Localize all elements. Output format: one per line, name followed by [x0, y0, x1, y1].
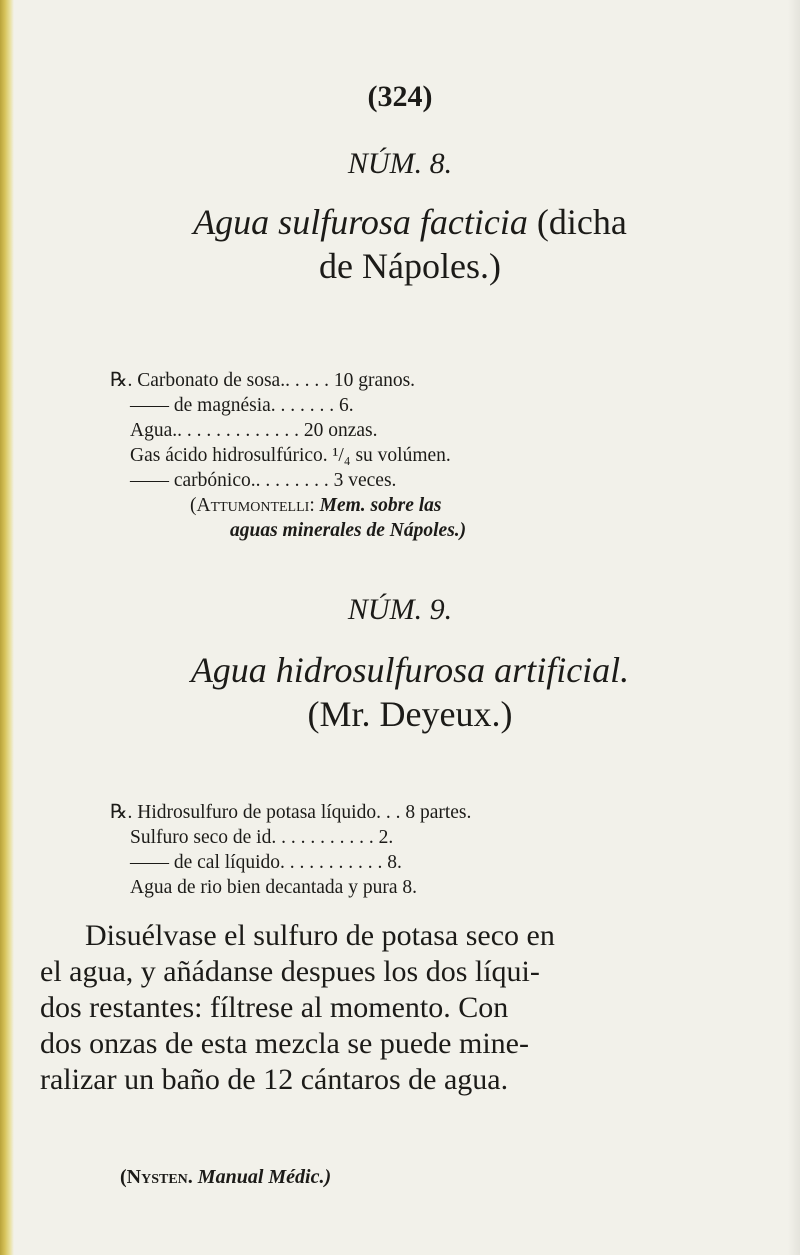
instructions-paragraph [40, 918, 760, 1098]
recipe-line: —— carbónico.. . . . . . . . 3 veces. [130, 470, 397, 491]
recipe-line: —— de magnésia. . . . . . . 6. [130, 395, 354, 416]
recipe-line: ℞. Carbonato de sosa.. . . . . 10 granos. [110, 370, 416, 391]
paragraph-line: el agua, y añádanse despues los dos líqui- [40, 955, 540, 988]
source-title: Manual Médic.) [197, 1166, 332, 1188]
source-author: (Attumontelli: [190, 495, 315, 516]
page-edge [788, 0, 800, 1255]
recipe-line: ℞. Hidrosulfuro de potasa líquido. . . 8 partes. [110, 802, 472, 823]
section-title-8 [100, 200, 720, 288]
source-title: Mem. sobre las [319, 495, 442, 516]
recipe-8 [100, 368, 700, 543]
paragraph-line: dos restantes: fíltrese al momento. Con [40, 991, 509, 1024]
source-citation [100, 493, 700, 518]
title-rest: (dicha [536, 202, 627, 242]
source-title-cont: aguas minerales de Nápoles.) [230, 520, 467, 541]
paragraph-line: Disuélvase el sulfuro de potasa seco en [85, 919, 555, 952]
paragraph-line: ralizar un baño de 12 cántaros de agua. [40, 1063, 509, 1096]
recipe-9 [100, 800, 700, 900]
section-heading-9: NÚM. 9. [347, 593, 453, 626]
title-italic: Agua hidrosulfurosa artificial. [190, 650, 630, 690]
section-title-9 [100, 648, 720, 736]
source-author: (Nysten. [120, 1166, 193, 1188]
source-citation-9 [120, 1166, 331, 1189]
section-heading-8: NÚM. 8. [347, 147, 453, 180]
recipe-line: —— de cal líquido. . . . . . . . . . . 8. [130, 852, 402, 873]
recipe-line: Agua.. . . . . . . . . . . . . 20 onzas. [130, 420, 378, 441]
recipe-line: Gas ácido hidrosulfúrico. ¹/₄ su volúmen. [130, 445, 451, 466]
title-line-2: (Mr. Deyeux.) [307, 694, 513, 734]
title-line-2: de Nápoles.) [319, 246, 501, 286]
paragraph-line: dos onzas de esta mezcla se puede mine- [40, 1027, 529, 1060]
title-italic: Agua sulfurosa facticia [193, 202, 528, 242]
page-number: (324) [367, 80, 433, 113]
recipe-line: Sulfuro seco de id. . . . . . . . . . . 2. [130, 827, 394, 848]
book-binding-edge [0, 0, 14, 1255]
recipe-line: Agua de rio bien decantada y pura 8. [130, 877, 417, 898]
